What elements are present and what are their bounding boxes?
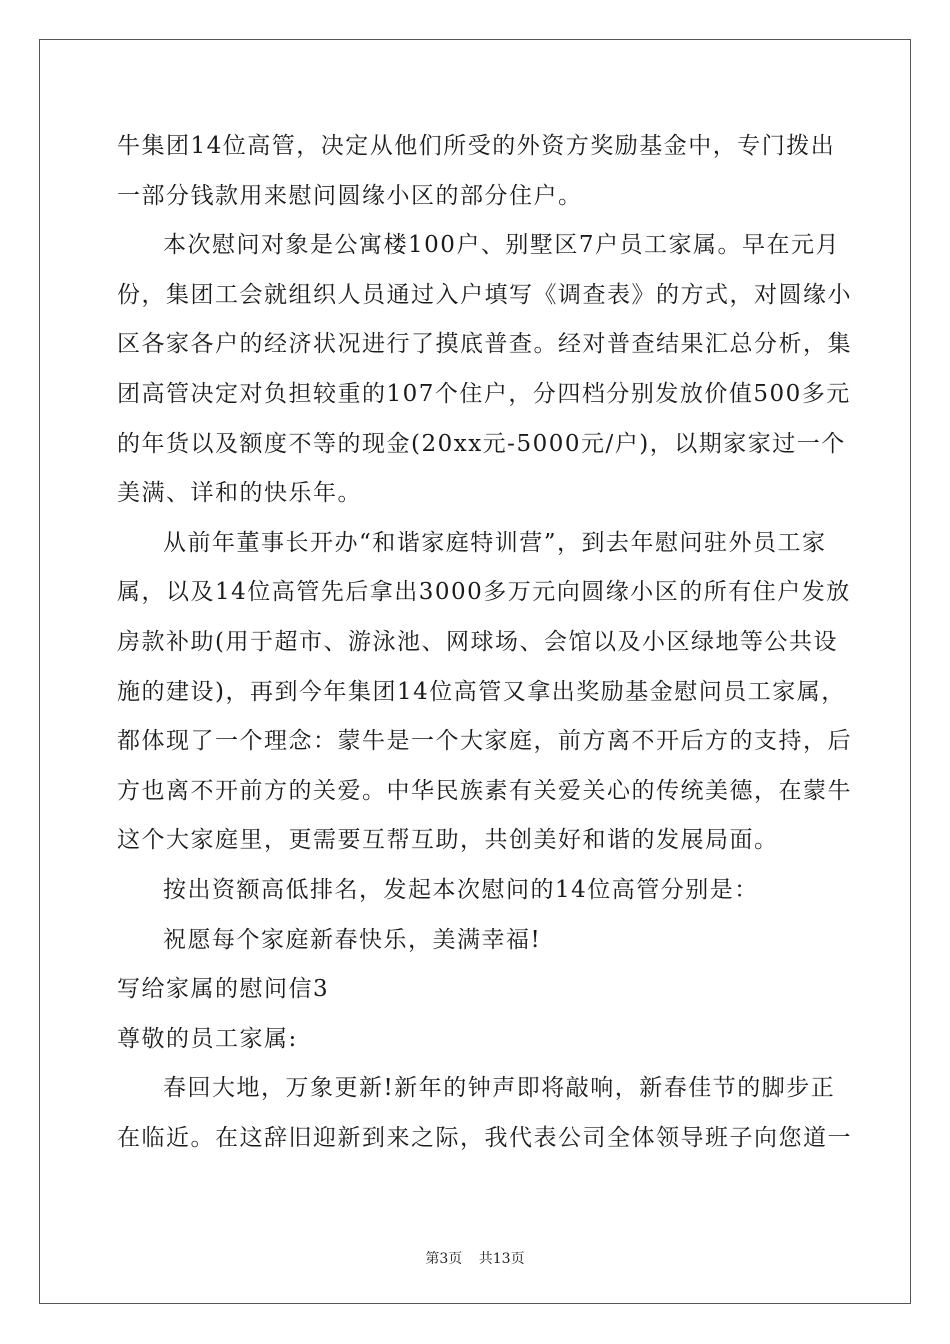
paragraph-start: 春回大地，万象更新!新年的钟声即将敲响，新春佳节的脚步正 [163,1075,836,1102]
text-line: 这个大家庭里，更需要互帮互助，共创美好和谐的发展局面。 [117,827,779,854]
text-line: 的年货以及额度不等的现金(20xx元-5000元/户)，以期家家过一个 [117,430,846,457]
salutation: 尊敬的员工家属: [117,1025,298,1052]
text-line: 区各家各户的经济状况进行了摸底普查。经对普查结果汇总分析，集 [117,331,852,358]
paragraph-start: 本次慰问对象是公寓楼100户、别墅区7户员工家属。早在元月 [163,232,841,259]
paragraph-start: 从前年董事长开办“和谐家庭特训营”，到去年慰问驻外员工家 [163,529,827,556]
text-line: 都体现了一个理念：蒙牛是一个大家庭，前方离不开后方的支持，后 [117,728,852,755]
paragraph-start: 按出资额高低排名，发起本次慰问的14位高管分别是： [163,876,759,903]
page-number: 第3页 [425,1251,463,1267]
text-line: 一部分钱款用来慰问圆缘小区的部分住户。 [117,182,583,209]
section-heading: 写给家属的慰问信3 [117,976,330,1003]
text-line: 属，以及14位高管先后拿出3000多万元向圆缘小区的所有住户发放 [117,579,851,606]
text-line: 份，集团工会就组织人员通过入户填写《调查表》的方式，对圆缘小 [117,281,852,308]
text-line: 美满、详和的快乐年。 [117,480,362,507]
text-line: 方也离不开前方的关爱。中华民族素有关爱关心的传统美德，在蒙牛 [117,777,852,804]
text-line: 房款补助(用于超市、游泳池、网球场、会馆以及小区绿地等公共设 [117,628,838,655]
text-line: 团高管决定对负担较重的107个住户，分四档分别发放价值500多元 [117,380,851,407]
paragraph-start: 祝愿每个家庭新春快乐，美满幸福! [163,926,542,953]
text-line: 施的建设)，再到今年集团14位高管又拿出奖励基金慰问员工家属， [117,678,846,705]
text-line: 牛集团14位高管，决定从他们所受的外资方奖励基金中，专门拨出 [117,133,836,159]
page-total: 共13页 [478,1251,525,1267]
page-footer [0,1248,950,1268]
document-body [117,122,852,1163]
text-line: 在临近。在这辞旧迎新到来之际，我代表公司全体领导班子向您道一 [117,1124,852,1151]
